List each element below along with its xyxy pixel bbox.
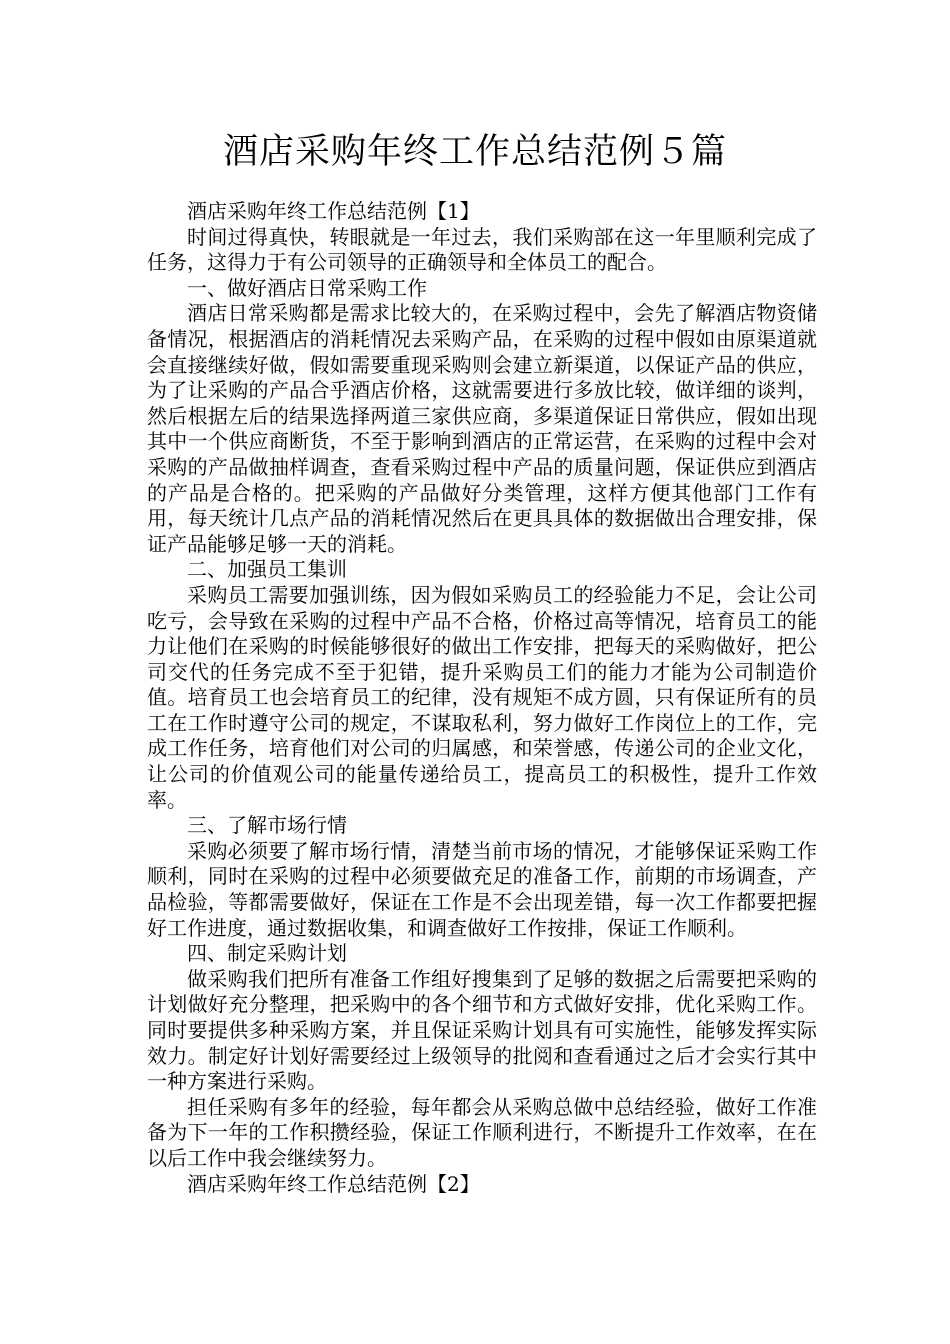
section-heading-market-conditions: 三、了解市场行情 xyxy=(187,813,347,838)
closing-paragraph: 担任采购有多年的经验，每年都会从采购总做中总结经验，做好工作准备为下一年的工作积攒经验，保证工作顺利进行，不断提升工作效率，在在以后工作中我会继续努力。 xyxy=(147,1094,817,1170)
intro-paragraph: 时间过得真快，转眼就是一年过去，我们采购部在这一年里顺利完成了任务，这得力于有公司领导的正确领导和全体员工的配合。 xyxy=(147,224,817,275)
section-heading-staff-training: 二、加强员工集训 xyxy=(187,557,347,582)
section-heading-example-2: 酒店采购年终工作总结范例【2】 xyxy=(187,1171,480,1196)
purchasing-plan-paragraph: 做采购我们把所有准备工作组好搜集到了足够的数据之后需要把采购的计划做好充分整理，把采购中的各个细节和方式做好安排，优化采购工作。同时要提供多种采购方案，并且保证采购计划具有可实施性，能够发挥实际效力。制定好计划好需要经过上级领导的批阅和查看通过之后才会实行其中一种方案进行采购。 xyxy=(147,966,817,1094)
section-heading-example-1: 酒店采购年终工作总结范例【1】 xyxy=(187,199,480,223)
document-title: 酒店采购年终工作总结范例５篇 xyxy=(222,132,727,172)
staff-training-paragraph: 采购员工需要加强训练，因为假如采购员工的经验能力不足，会让公司吃亏，会导致在采购的过程中产品不合格，价格过高等情况，培育员工的能力让他们在采购的时候能够很好的做出工作安排，把每天的采购做好，把公司交代的任务完成不至于犯错，提升采购员工们的能力才能为公司制造价值。培育员工也会培育员工的纪律，没有规矩不成方圆，只有保证所有的员工在工作时遵守公司的规定，不谋取私利，努力做好工作岗位上的工作，完成工作任务，培育他们对公司的归属感，和荣誉感，传递公司的企业文化，让公司的价值观公司的能量传递给员工，提高员工的积极性，提升工作效率。 xyxy=(147,582,817,812)
section-heading-daily-purchasing: 一、做好酒店日常采购工作 xyxy=(187,275,427,300)
daily-purchasing-paragraph: 酒店日常采购都是需求比较大的，在采购过程中，会先了解酒店物资储备情况，根据酒店的消耗情况去采购产品，在采购的过程中假如由原渠道就会直接继续好做，假如需要重现采购则会建立新渠道，以保证产品的供应，为了让采购的产品合乎酒店价格，这就需要进行多放比较，做详细的谈判，然后根据左后的结果选择两道三家供应商，多渠道保证日常供应，假如出现其中一个供应商断货，不至于影响到酒店的正常运营，在采购的过程中会对采购的产品做抽样调查，查看采购过程中产品的质量问题，保证供应到酒店的产品是合格的。把采购的产品做好分类管理，这样方便其他部门工作有用，每天统计几点产品的消耗情况然后在更具具体的数据做出合理安排，保证产品能够足够一天的消耗。 xyxy=(147,301,817,556)
market-conditions-paragraph: 采购必须要了解市场行情，清楚当前市场的情况，才能够保证采购工作顺利，同时在采购的过程中必须要做充足的准备工作，前期的市场调查，产品检验，等都需要做好，保证在工作是不会出现差错，每一次工作都要把握好工作进度，通过数据收集，和调查做好工作按排，保证工作顺利。 xyxy=(147,838,817,940)
document-body xyxy=(147,199,817,1197)
section-heading-purchasing-plan: 四、制定采购计划 xyxy=(187,941,347,966)
